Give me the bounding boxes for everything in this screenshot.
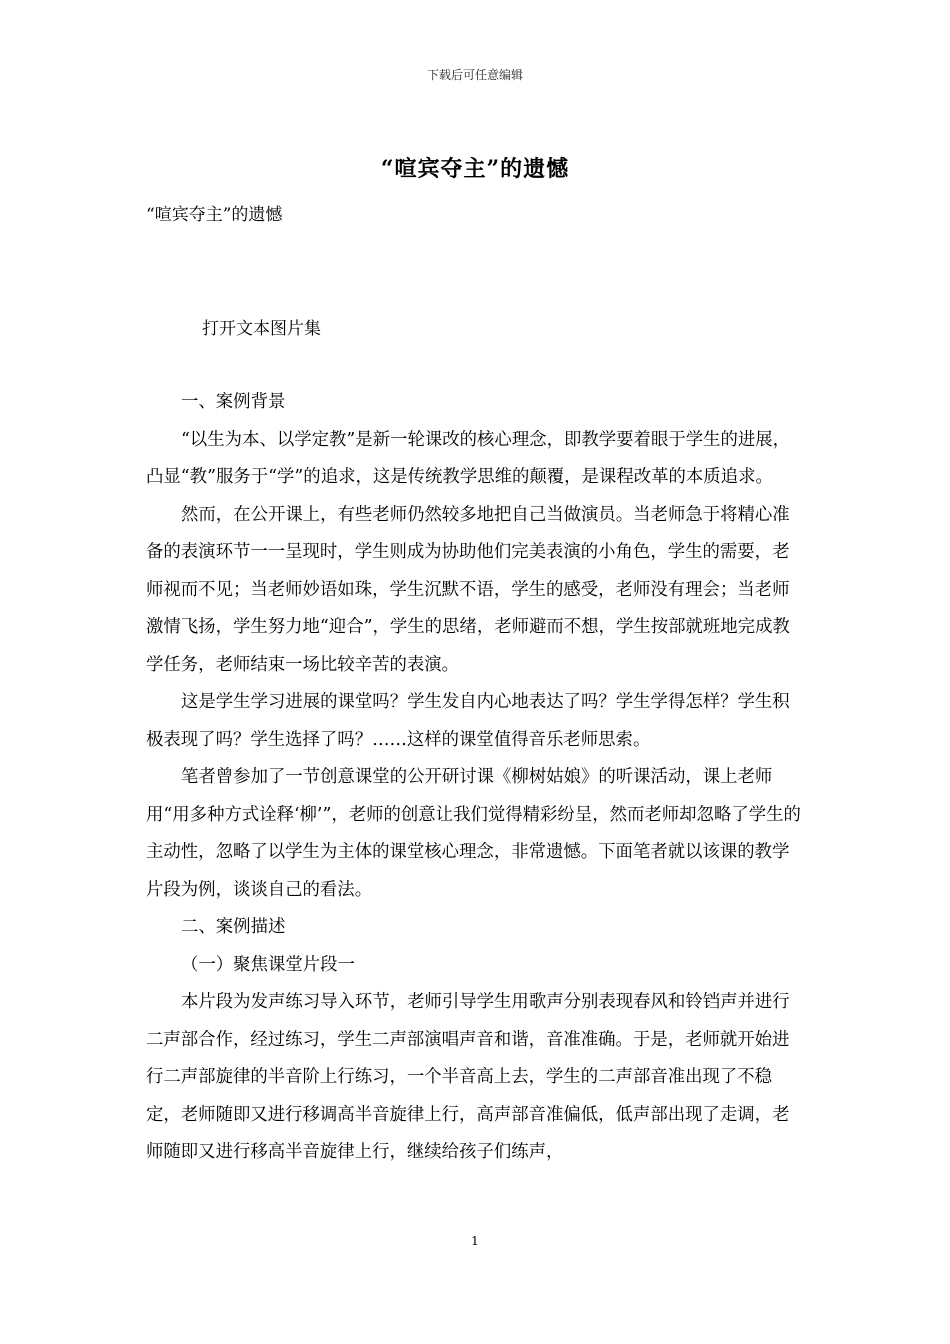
document-body [146,384,806,1172]
paragraph: 本片段为发声练习导入环节，老师引导学生用歌声分别表现春风和铃铛声并进行二声部合作，经过练习，学生二声部演唱声音和谐，音准准确。于是，老师就开始进行二声部旋律的半音阶上行练习，一个半音高上去，学生的二声部音准出现了不稳定，老师随即又进行移调高半音旋律上行，高声部音准偏低，低声部出现了走调，老师随即又进行移高半音旋律上行，继续给孩子们练声， [146,992,790,1162]
section-heading: 一、案例背景 [181,392,286,412]
paragraph: 这是学生学习进展的课堂吗？学生发自内心地表达了吗？学生学得怎样？学生积极表现了吗？学生选择了吗？……这样的课堂值得音乐老师思索。 [146,692,790,750]
paragraph: “以生为本、以学定教”是新一轮课改的核心理念，即教学要着眼于学生的进展，凸显“教”服务于“学”的追求，这是传统教学思维的颠覆，是课程改革的本质追求。 [146,429,791,487]
paragraph: 然而，在公开课上，有些老师仍然较多地把自己当做演员。当老师急于将精心准备的表演环节一一呈现时，学生则成为协助他们完美表演的小角色，学生的需要，老师视而不见；当老师妙语如珠，学生沉默不语，学生的感受，老师没有理会；当老师激情飞扬，学生努力地“迎合”，学生的思绪，老师避而不想，学生按部就班地完成教学任务，老师结束一场比较辛苦的表演。 [146,504,790,675]
image-set-link[interactable]: 打开文本图片集 [202,319,321,339]
page-header: 下载后可任意编辑 [426,68,523,82]
section-heading: 二、案例描述 [181,917,286,937]
subsection-heading: （一）聚焦课堂片段一 [181,954,355,975]
paragraph: 笔者曾参加了一节创意课堂的公开研讨课《柳树姑娘》的听课活动，课上老师用“用多种方式诠释‘柳’”，老师的创意让我们觉得精彩纷呈，然而老师却忽略了学生的主动性，忽略了以学生为主体的课堂核心理念，非常遗憾。下面笔者就以该课的教学片段为例，谈谈自己的看法。 [146,767,801,900]
page-number: 1 [471,1234,479,1248]
document-subtitle: “喧宾夺主”的遗憾 [146,205,283,225]
document-title: “喧宾夺主”的遗憾 [380,156,570,182]
